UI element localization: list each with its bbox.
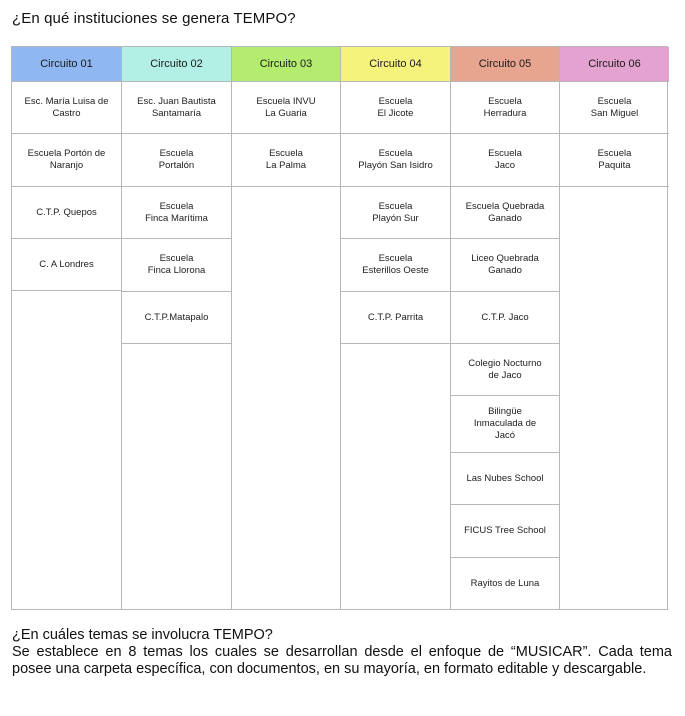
themes-section bbox=[12, 627, 672, 678]
column-circuito-01 bbox=[12, 47, 121, 609]
institution-cell: C. A Londres bbox=[12, 239, 121, 291]
question-themes: ¿En cuáles temas se involucra TEMPO? bbox=[12, 627, 273, 643]
institution-cell: C.T.P. Jaco bbox=[451, 292, 559, 344]
institution-cell: Bilingüe Inmaculada de Jacó bbox=[451, 396, 559, 453]
institution-cell: Escuela Herradura bbox=[451, 82, 559, 134]
themes-paragraph: Se establece en 8 temas los cuales se desarrollan desde el enfoque de “MUSICAR”. Cada tema posee una carpeta específica, con documentos, en su mayoría, en formato editable y descargable. bbox=[12, 644, 672, 677]
institution-cell: Colegio Nocturno de Jaco bbox=[451, 344, 559, 396]
column-circuito-06 bbox=[559, 47, 669, 609]
column-circuito-03 bbox=[231, 47, 340, 609]
institution-cell: C.T.P. Quepos bbox=[12, 187, 121, 239]
institution-cell: Esc. Juan Bautista Santamaría bbox=[122, 82, 231, 134]
institution-cell: Escuela Portón de Naranjo bbox=[12, 134, 121, 187]
column-header: Circuito 05 bbox=[451, 47, 559, 82]
institution-cell: Escuela San Miguel bbox=[560, 82, 669, 134]
column-header: Circuito 01 bbox=[12, 47, 121, 82]
column-circuito-02 bbox=[121, 47, 231, 609]
circuits-table bbox=[11, 46, 668, 610]
column-circuito-04 bbox=[340, 47, 450, 609]
institution-cell: Escuela Playón San Isidro bbox=[341, 134, 450, 187]
institution-cell: C.T.P. Parrita bbox=[341, 292, 450, 344]
institution-cell: Liceo Quebrada Ganado bbox=[451, 239, 559, 292]
institution-cell: Escuela El Jicote bbox=[341, 82, 450, 134]
institution-cell: Esc. María Luisa de Castro bbox=[12, 82, 121, 134]
column-header: Circuito 04 bbox=[341, 47, 450, 82]
institution-cell: Escuela La Palma bbox=[232, 134, 340, 187]
institution-cell: C.T.P.Matapalo bbox=[122, 292, 231, 344]
institution-cell: Rayitos de Luna bbox=[451, 558, 559, 610]
column-circuito-05 bbox=[450, 47, 559, 609]
institution-cell: Las Nubes School bbox=[451, 453, 559, 505]
column-header: Circuito 03 bbox=[232, 47, 340, 82]
institution-cell: Escuela Finca Marítima bbox=[122, 187, 231, 239]
institution-cell: Escuela Portalón bbox=[122, 134, 231, 187]
column-header: Circuito 02 bbox=[122, 47, 231, 82]
column-header: Circuito 06 bbox=[560, 47, 669, 82]
institution-cell: Escuela Quebrada Ganado bbox=[451, 187, 559, 239]
institution-cell: Escuela Esterillos Oeste bbox=[341, 239, 450, 292]
institution-cell: FICUS Tree School bbox=[451, 505, 559, 558]
institution-cell: Escuela Paquita bbox=[560, 134, 669, 187]
institution-cell: Escuela Playón Sur bbox=[341, 187, 450, 239]
question-institutions: ¿En qué instituciones se genera TEMPO? bbox=[12, 10, 296, 27]
institution-cell: Escuela Finca Llorona bbox=[122, 239, 231, 292]
institution-cell: Escuela Jaco bbox=[451, 134, 559, 187]
institution-cell: Escuela INVU La Guaria bbox=[232, 82, 340, 134]
